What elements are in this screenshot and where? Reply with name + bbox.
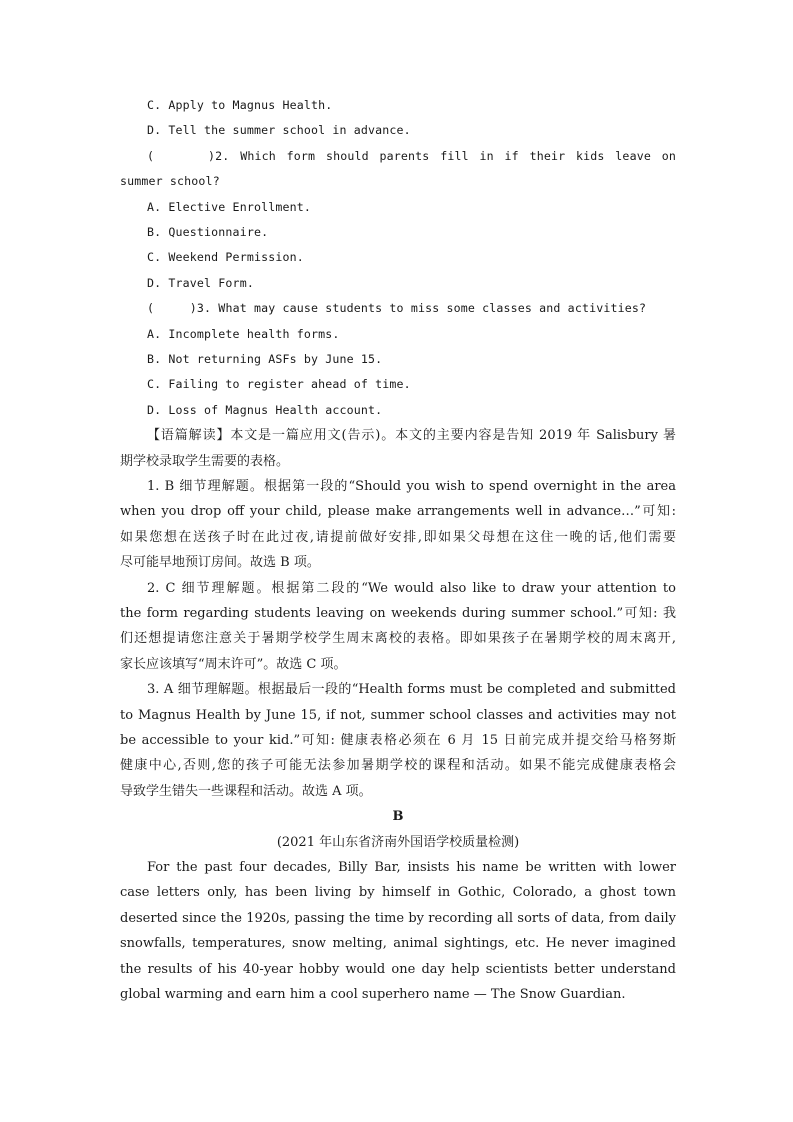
analysis-heading-line2: 期学校录取学生需要的表格。 <box>120 453 290 469</box>
q2-option-d: D. Travel Form. <box>147 275 254 290</box>
passage-b-line2: case letters only, has been living by himself in Gothic, Colorado, a ghost town <box>120 885 676 901</box>
answer1-line2: when you drop off your child, please make arrangements well in advance…”可知: <box>120 504 676 520</box>
q1-option-c: C. Apply to Magnus Health. <box>147 98 333 112</box>
document-page <box>120 93 676 1007</box>
answer3-line5: 导致学生错失一些课程和活动。故选 A 项。 <box>120 783 372 799</box>
q3-option-b: B. Not returning ASFs by June 15. <box>147 352 383 367</box>
passage-b-line6: global warming and earn him a cool superhero name — The Snow Guardian. <box>120 986 626 1002</box>
q2-option-a: A. Elective Enrollment. <box>147 199 311 214</box>
passage-b-line1: For the past four decades, Billy Bar, insists his name be written with lower <box>147 860 676 875</box>
answer2-line2: the form regarding students leaving on weekends during summer school.”可知: 我 <box>120 606 676 622</box>
q3-option-c: C. Failing to register ahead of time. <box>147 377 411 392</box>
q2-stem <box>120 144 676 169</box>
answer3-line2: to Magnus Health by June 15, if not, summer school classes and activities may not <box>120 707 676 723</box>
q3-option-a: A. Incomplete health forms. <box>147 326 340 341</box>
q3-option-d: D. Loss of Magnus Health account. <box>147 402 383 417</box>
q2-answer-blank: ( ) <box>147 148 216 163</box>
answer3-line1: 3. A 细节理解题。根据最后一段的“Health forms must be completed and submitted <box>147 682 676 698</box>
q3-answer-blank: ( ) <box>147 301 197 316</box>
q2-option-b: B. Questionnaire. <box>147 225 269 240</box>
answer1-line3: 如果您想在送孩子时在此过夜,请提前做好安排,即如果父母想在这住一晚的话,他们需要 <box>120 529 676 545</box>
analysis-heading-line1: 【语篇解读】本文是一篇应用文(告示)。本文的主要内容是告知 2019 年 Salisbury 暑 <box>147 428 676 444</box>
answer1-line4: 尽可能早地预订房间。故选 B 项。 <box>120 555 320 571</box>
q2-stem-line2: summer school? <box>120 174 220 189</box>
section-b-source: (2021 年山东省济南外国语学校质量检测) <box>276 834 520 850</box>
passage-b-line4: snowfalls, temperatures, snow melting, animal sightings, etc. He never imagined <box>120 936 676 952</box>
answer2-line1: 2. C 细节理解题。根据第二段的“We would also like to draw your attention to <box>147 580 676 596</box>
answer2-line3: 们还想提请您注意关于暑期学校学生周末离校的表格。即如果孩子在暑期学校的周末离开, <box>120 631 676 647</box>
passage-b-line3: deserted since the 1920s, passing the time by recording all sorts of data, from daily <box>120 910 676 926</box>
section-b-label: B <box>392 809 404 825</box>
q1-option-d: D. Tell the summer school in advance. <box>147 123 411 138</box>
answer3-line3: be accessible to your kid.”可知: 健康表格必须在 6 月 15 日前完成并提交给马格努斯 <box>120 733 676 748</box>
q3-stem-text: 3. What may cause students to miss some classes and activities? <box>196 301 647 316</box>
q3-stem <box>120 296 676 321</box>
q2-stem-line1: 2. Which form should parents fill in if their kids leave on <box>215 148 676 163</box>
answer1-line1: 1. B 细节理解题。根据第一段的“Should you wish to spend overnight in the area <box>147 479 676 495</box>
q2-option-c: C. Weekend Permission. <box>147 250 304 265</box>
passage-b-line5: the results of his 40-year hobby would one day help scientists better understand <box>120 961 676 977</box>
answer2-line4: 家长应该填写“周末许可”。故选 C 项。 <box>120 656 347 672</box>
answer3-line4: 健康中心,否则,您的孩子可能无法参加暑期学校的课程和活动。如果不能完成健康表格会 <box>120 758 676 774</box>
